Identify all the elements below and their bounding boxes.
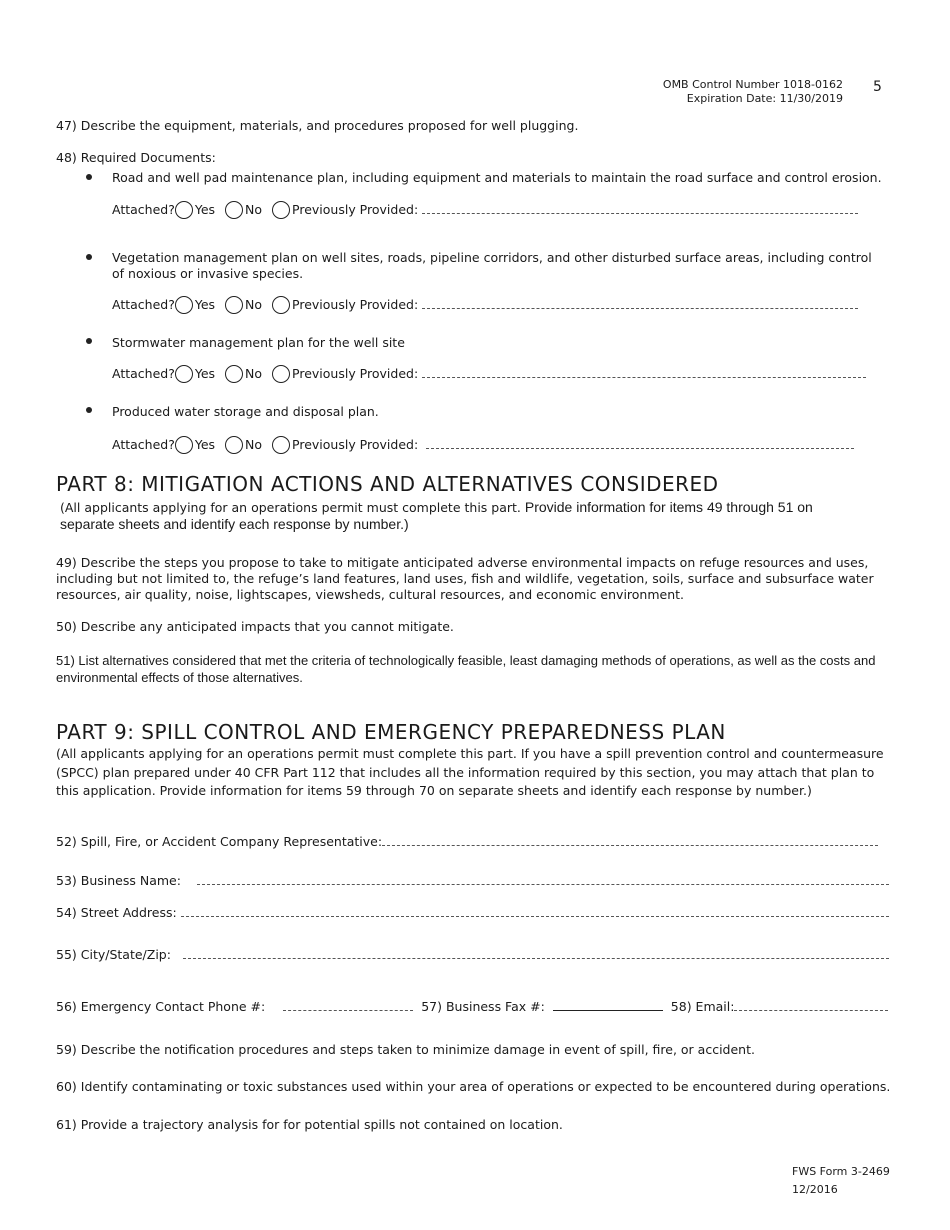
- part-8-title: PART 8: MITIGATION ACTIONS AND ALTERNATIVES CONSIDERED: [56, 472, 719, 496]
- required-doc-1: Road and well pad maintenance plan, including equipment and materials to maintain the road surface and control erosion.: [112, 170, 882, 185]
- previously-provided-radio[interactable]: [272, 201, 290, 219]
- question-52-label: 52) Spill, Fire, or Accident Company Representative:: [56, 834, 383, 849]
- part-8-intro-line-2: separate sheets and identify each response by number.): [60, 516, 409, 532]
- city-state-zip-line[interactable]: [183, 946, 889, 959]
- omb-control-number: OMB Control Number 1018-0162: [662, 78, 843, 91]
- yes-label: Yes: [194, 202, 216, 217]
- question-54-label: 54) Street Address:: [56, 905, 177, 920]
- previously-provided-label: Previously Provided:: [292, 297, 419, 312]
- part-8-intro-b: Provide information for items 49 through 51 on: [524, 499, 813, 515]
- no-label: No: [245, 297, 263, 312]
- business-fax-line[interactable]: [553, 998, 663, 1011]
- part-8-intro-line-1: [60, 499, 813, 515]
- question-56-58-row: [56, 998, 888, 1014]
- page-number: 5: [873, 79, 882, 95]
- previously-provided-radio[interactable]: [272, 365, 290, 383]
- attached-row-1: [112, 201, 858, 220]
- question-52-row: [56, 833, 878, 849]
- attached-label: Attached?: [112, 297, 175, 312]
- attached-row-4: [112, 436, 854, 455]
- question-53-label: 53) Business Name:: [56, 873, 181, 888]
- required-doc-4: Produced water storage and disposal plan.: [112, 404, 379, 419]
- question-56-label: 56) Emergency Contact Phone #:: [56, 999, 266, 1014]
- street-address-line[interactable]: [181, 904, 889, 917]
- question-58-label: 58) Email:: [670, 999, 735, 1014]
- question-51: 51) List alternatives considered that met the criteria of technologically feasible, least damaging methods of operations, as well as the costs and environmental effects of those alternatives.: [56, 653, 876, 685]
- question-57-label: 57) Business Fax #:: [421, 999, 545, 1014]
- previously-provided-line[interactable]: [426, 436, 854, 449]
- question-61: 61) Provide a trajectory analysis for for potential spills not contained on location.: [56, 1117, 563, 1132]
- question-47: 47) Describe the equipment, materials, and procedures proposed for well plugging.: [56, 118, 579, 133]
- attached-label: Attached?: [112, 366, 175, 381]
- yes-radio[interactable]: [175, 365, 193, 383]
- required-doc-3: Stormwater management plan for the well site: [112, 335, 405, 350]
- question-49: 49) Describe the steps you propose to take to mitigate anticipated adverse environmental impacts on refuge resources and uses, including but not limited to, the refuge’s land features, land uses, fish and wildlife, vegetation, soils, surface and subsurface water resources, air quality, noise, lightscapes, viewsheds, cultural resources, and economic environment.: [56, 555, 874, 602]
- no-label: No: [245, 366, 263, 381]
- yes-radio[interactable]: [175, 201, 193, 219]
- previously-provided-label: Previously Provided:: [292, 366, 419, 381]
- yes-label: Yes: [194, 437, 216, 452]
- previously-provided-line[interactable]: [422, 296, 858, 309]
- no-label: No: [245, 202, 263, 217]
- attached-label: Attached?: [112, 202, 175, 217]
- previously-provided-radio[interactable]: [272, 296, 290, 314]
- business-name-line[interactable]: [197, 872, 889, 885]
- yes-radio[interactable]: [175, 296, 193, 314]
- no-radio[interactable]: [225, 296, 243, 314]
- previously-provided-label: Previously Provided:: [292, 202, 419, 217]
- previously-provided-radio[interactable]: [272, 436, 290, 454]
- question-55-label: 55) City/State/Zip:: [56, 947, 171, 962]
- expiration-date: Expiration Date: 11/30/2019: [686, 92, 843, 105]
- bullet-1: [86, 174, 92, 180]
- part-9-intro: (All applicants applying for an operations permit must complete this part. If you have a spill prevention control and countermeasure (SPCC) plan prepared under 40 CFR Part 112 that includes all the information required by this section, you may attach that plan to this application. Provide information for items 59 through 70 on separate sheets and identify each response by number.): [56, 746, 884, 798]
- required-doc-2: Vegetation management plan on well sites, roads, pipeline corridors, and other disturbed surface areas, including control of noxious or invasive species.: [112, 250, 872, 281]
- bullet-4: [86, 407, 92, 413]
- yes-label: Yes: [194, 297, 216, 312]
- question-55-row: [56, 946, 889, 962]
- question-53-row: [56, 872, 889, 888]
- yes-label: Yes: [194, 366, 216, 381]
- bullet-2: [86, 254, 92, 260]
- no-radio[interactable]: [225, 201, 243, 219]
- company-representative-line[interactable]: [382, 833, 878, 846]
- no-label: No: [245, 437, 263, 452]
- attached-label: Attached?: [112, 437, 175, 452]
- no-radio[interactable]: [225, 365, 243, 383]
- previously-provided-line[interactable]: [422, 365, 866, 378]
- attached-row-2: [112, 296, 858, 315]
- part-9-title: PART 9: SPILL CONTROL AND EMERGENCY PREPAREDNESS PLAN: [56, 720, 726, 744]
- question-59: 59) Describe the notification procedures and steps taken to minimize damage in event of spill, fire, or accident.: [56, 1042, 755, 1057]
- no-radio[interactable]: [225, 436, 243, 454]
- previously-provided-label: Previously Provided:: [292, 437, 419, 452]
- question-60: 60) Identify contaminating or toxic substances used within your area of operations or expected to be encountered during operations.: [56, 1079, 891, 1094]
- omb-header: [663, 78, 843, 106]
- question-50: 50) Describe any anticipated impacts that you cannot mitigate.: [56, 619, 454, 634]
- attached-row-3: [112, 365, 866, 384]
- question-48-title: 48) Required Documents:: [56, 150, 216, 165]
- question-54-row: [56, 904, 889, 920]
- form-date: 12/2016: [792, 1183, 838, 1196]
- previously-provided-line[interactable]: [422, 201, 858, 214]
- email-line[interactable]: [734, 998, 888, 1011]
- form-number: FWS Form 3-2469: [792, 1165, 890, 1178]
- yes-radio[interactable]: [175, 436, 193, 454]
- bullet-3: [86, 338, 92, 344]
- emergency-phone-line[interactable]: [283, 998, 413, 1011]
- part-8-intro-a: (All applicants applying for an operations permit must complete this part.: [60, 500, 521, 515]
